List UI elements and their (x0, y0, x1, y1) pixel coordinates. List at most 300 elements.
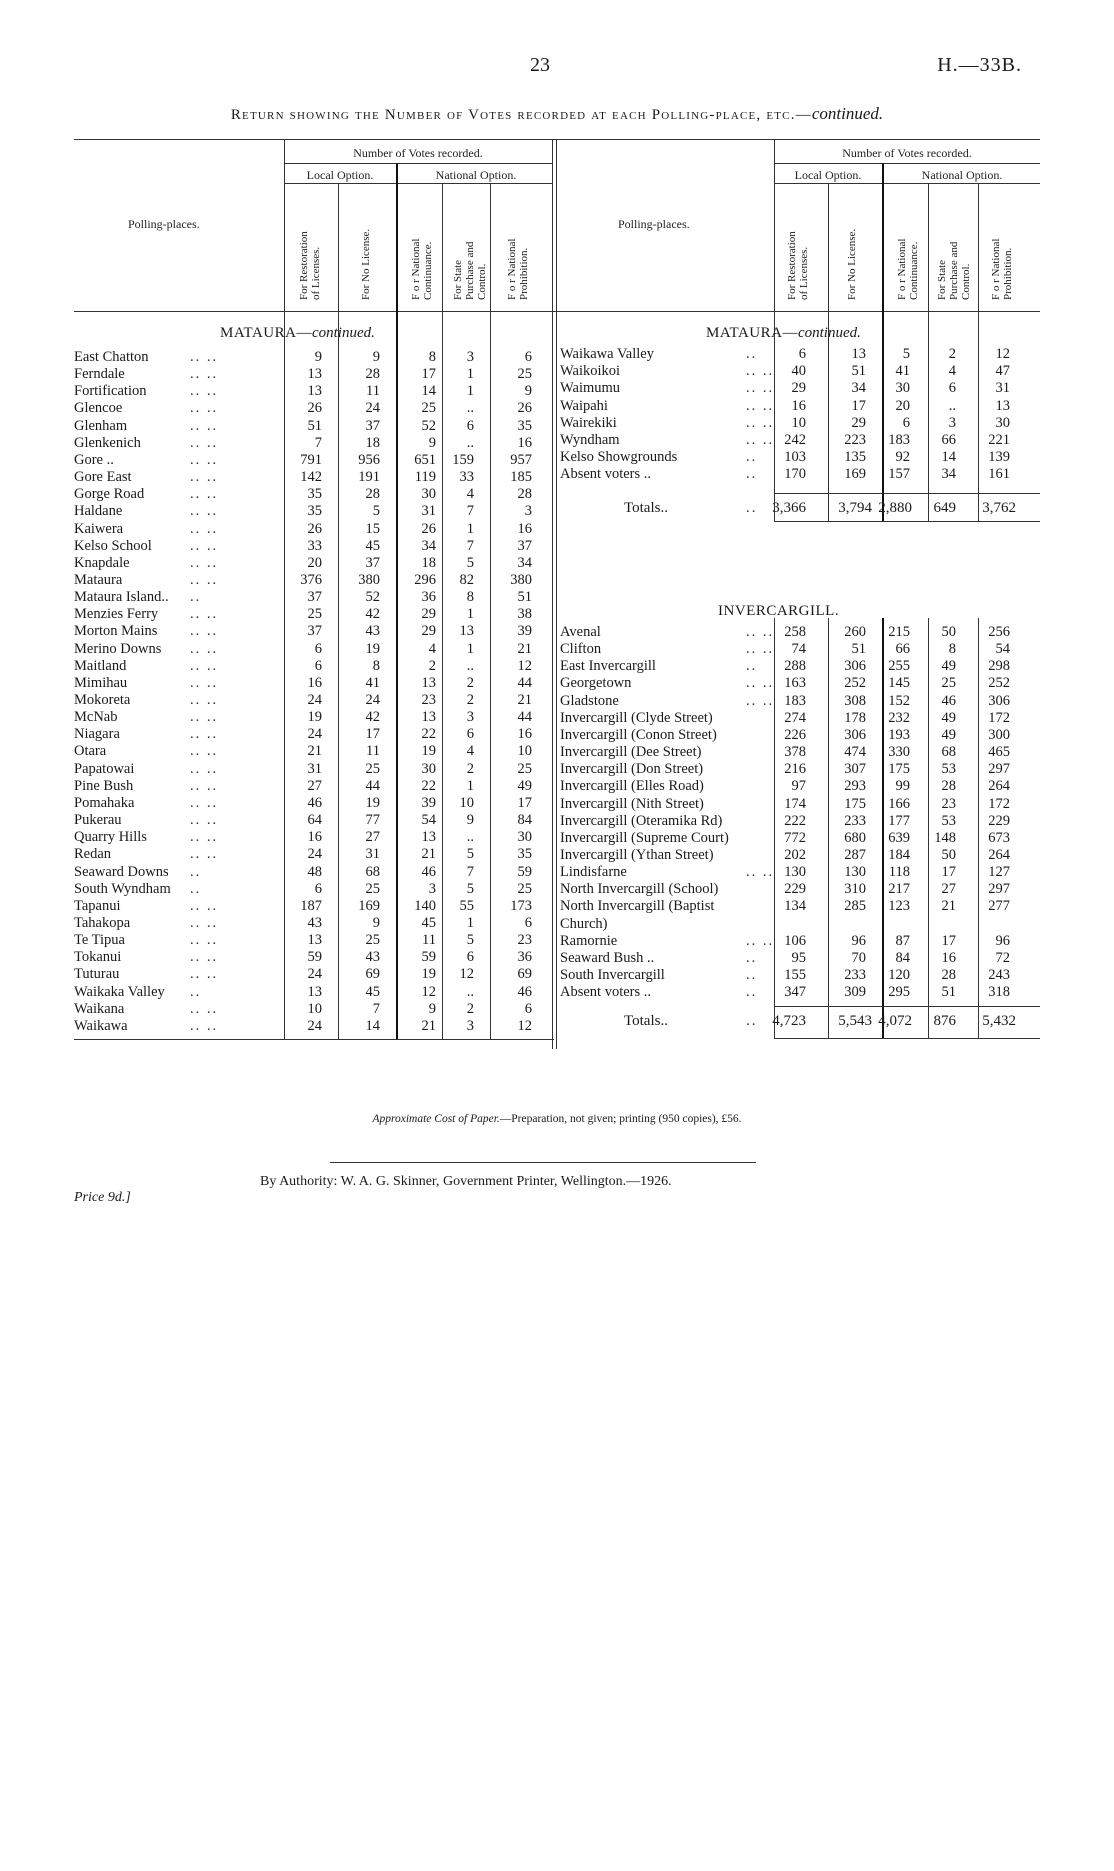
vote-count: 2 (466, 692, 474, 708)
vote-count: 465 (988, 744, 1010, 761)
vote-count: 233 (844, 812, 866, 829)
vote-count: 72 (995, 949, 1010, 966)
vote-count: 25 (517, 760, 532, 777)
vote-count: 4 (948, 363, 956, 380)
column-header-state-purchase: For State Purchase and Control. (452, 241, 488, 300)
vote-count: 308 (844, 692, 866, 709)
polling-place-name: Niagara (74, 726, 120, 743)
total-value: 2,880 (878, 500, 912, 516)
polling-place-name: Kelso Showgrounds (560, 449, 678, 466)
page-title (0, 104, 1114, 124)
vote-count: 27 (365, 829, 380, 846)
vote-count: 175 (844, 795, 866, 812)
vote-count: 51 (851, 363, 866, 380)
vote-count: 39 (517, 623, 532, 640)
table-row (560, 641, 1040, 658)
vote-count: 97 (791, 778, 806, 795)
vote-count: 6 (314, 880, 322, 897)
vote-count: 8 (428, 349, 436, 365)
leader-dots: .. .. (190, 743, 219, 760)
table-row (74, 641, 558, 658)
vote-count: 21 (307, 743, 322, 760)
vote-count: 130 (784, 864, 806, 881)
table-row (74, 726, 558, 743)
polling-place-name: Quarry Hills (74, 829, 147, 846)
vote-count: 2 (948, 346, 956, 362)
vote-count: 3 (948, 414, 956, 431)
vote-count: 11 (366, 743, 380, 760)
table-row (74, 1018, 558, 1035)
polling-place-name: East Invercargill (560, 658, 656, 675)
document-reference: H.—33B. (937, 54, 1022, 76)
leader-dots: .. (190, 880, 202, 897)
vote-count: 33 (459, 469, 474, 486)
vote-count: 16 (517, 520, 532, 537)
vote-count: 35 (517, 846, 532, 863)
title-main: Return showing the Number of Votes recorded at each Polling-place, etc.— (230, 107, 812, 123)
vote-count: 59 (517, 863, 532, 880)
table-row (74, 452, 558, 469)
leader-dots: .. .. (746, 641, 775, 658)
rule (74, 1039, 554, 1040)
polling-place-name: Pomahaka (74, 794, 135, 811)
column-header-no-license: For No License. (360, 228, 372, 300)
vote-count: 16 (941, 949, 956, 966)
leader-dots: .. .. (190, 451, 219, 468)
cost-footnote (0, 1113, 1114, 1125)
polling-place-name: Georgetown (560, 675, 632, 692)
vote-count: 19 (421, 966, 436, 983)
leader-dots: .. .. (746, 932, 775, 949)
vote-count: 48 (307, 863, 322, 880)
vote-count: 21 (517, 692, 532, 708)
leader-dots: .. .. (190, 623, 219, 640)
polling-place-name: Haldane (74, 503, 123, 520)
vote-count: 298 (988, 658, 1010, 675)
vote-count: 51 (851, 641, 866, 658)
polling-place-name: Tokanui (74, 949, 122, 966)
leader-dots: .. .. (190, 709, 219, 726)
leader-dots: .. .. (190, 914, 219, 931)
table-row (74, 538, 558, 555)
table-row (560, 967, 1040, 984)
vote-count: 19 (307, 709, 322, 726)
total-value: 4,723 (772, 1013, 806, 1029)
vote-count: 217 (888, 881, 910, 898)
vote-count: 45 (365, 983, 380, 1000)
vote-count: 242 (784, 432, 806, 448)
cost-text: —Preparation, not given; printing (950 copies), £56. (499, 1113, 742, 1125)
vote-count: 260 (844, 624, 866, 640)
table-row (74, 366, 558, 383)
leader-dots: .. .. (190, 400, 219, 417)
table-row (560, 933, 1040, 950)
vote-count: 49 (517, 777, 532, 794)
vote-count: 106 (784, 932, 806, 949)
totals-label: Totals.. (624, 500, 668, 516)
table-row (74, 1001, 558, 1018)
leader-dots: .. .. (190, 932, 219, 949)
vote-count: 20 (307, 554, 322, 571)
vote-count: 297 (988, 881, 1010, 898)
vote-count: 22 (421, 726, 436, 743)
page-number: 23 (530, 54, 550, 76)
leader-dots: .. .. (190, 949, 219, 966)
polling-place-name: Otara (74, 743, 107, 760)
leader-dots: .. (746, 500, 758, 516)
header-local-option: Local Option. (794, 168, 862, 182)
leader-dots: .. (746, 984, 758, 1001)
vote-count: 13 (307, 932, 322, 949)
polling-place-name: Invercargill (Clyde Street) (560, 709, 713, 726)
vote-count: 12 (421, 983, 436, 1000)
vote-count: 46 (941, 692, 956, 709)
vote-count: 35 (307, 486, 322, 503)
polling-place-name: Invercargill (Don Street) (560, 761, 704, 778)
vote-count: 25 (365, 760, 380, 777)
vote-count: 23 (517, 932, 532, 949)
vote-count: 66 (895, 641, 910, 658)
vote-count: 347 (784, 984, 806, 1001)
vote-count: 6 (524, 914, 532, 931)
region-heading-mataura (220, 325, 375, 342)
vote-count: 95 (791, 949, 806, 966)
polling-place-name: East Chatton (74, 349, 149, 365)
vote-count: 45 (421, 914, 436, 931)
vote-count: 226 (784, 726, 806, 743)
vote-count: 36 (517, 949, 532, 966)
leader-dots: .. .. (190, 794, 219, 811)
rule (774, 163, 1040, 164)
vote-count: 19 (421, 743, 436, 760)
table-row (560, 796, 1040, 813)
table-row (74, 589, 558, 606)
table-row (74, 383, 558, 400)
header-number-of-votes: Number of Votes recorded. (353, 146, 483, 160)
table-row (74, 503, 558, 520)
rule (284, 163, 552, 164)
vote-count: 161 (988, 466, 1010, 483)
polling-place-name: Te Tipua (74, 932, 125, 949)
vote-count: 13 (307, 383, 322, 400)
polling-place-name: Kaiwera (74, 520, 124, 537)
polling-place-name: Glencoe (74, 400, 123, 417)
vote-count: 318 (988, 984, 1010, 1001)
vote-count: 30 (895, 380, 910, 397)
vote-count: 37 (365, 554, 380, 571)
vote-count: 295 (888, 984, 910, 1001)
table-row (560, 778, 1040, 795)
vote-count: 1 (466, 366, 474, 383)
leader-dots: .. (190, 983, 202, 1000)
region-heading-mataura (706, 325, 861, 342)
vote-count: 24 (365, 692, 380, 708)
vote-count: 13 (421, 829, 436, 846)
polling-place-name: Seaward Downs (74, 863, 169, 880)
vote-count: 6 (466, 417, 474, 434)
vote-count: 264 (988, 778, 1010, 795)
table-row (560, 710, 1040, 727)
vote-count: 16 (517, 434, 532, 451)
vote-count: 135 (844, 449, 866, 466)
polling-place-name: North Invercargill (School) (560, 881, 719, 898)
vote-count: 23 (941, 795, 956, 812)
vote-count: .. (466, 829, 474, 846)
leader-dots: .. (190, 589, 202, 606)
totals-rule (774, 1038, 1040, 1039)
vote-count: 25 (365, 880, 380, 897)
polling-place-name: Waimumu (560, 380, 621, 397)
vote-count: 1 (466, 383, 474, 400)
vote-count: 185 (510, 469, 532, 486)
vote-count: 123 (888, 898, 910, 915)
column-header-restoration: For Restoration of Licenses. (298, 231, 322, 300)
vote-count: 4 (428, 640, 436, 657)
vote-count: 791 (300, 451, 322, 468)
vote-count: 43 (365, 949, 380, 966)
vote-count: 5 (902, 346, 910, 362)
polling-place-name: McNab (74, 709, 118, 726)
table-row (560, 658, 1040, 675)
leader-dots: .. .. (190, 606, 219, 623)
vote-count: 36 (421, 589, 436, 606)
vote-count: 297 (988, 761, 1010, 778)
vote-count: 24 (307, 846, 322, 863)
vote-count: 59 (307, 949, 322, 966)
table-row (560, 830, 1040, 847)
vote-count: 252 (988, 675, 1010, 692)
vote-count: 25 (517, 880, 532, 897)
vote-count: 288 (784, 658, 806, 675)
total-value: 876 (933, 1013, 956, 1029)
vote-count: 223 (844, 432, 866, 448)
vote-count: 52 (421, 417, 436, 434)
vote-count: 25 (421, 400, 436, 417)
vote-count: 177 (888, 812, 910, 829)
leader-dots: .. (746, 658, 758, 675)
vote-count: .. (466, 400, 474, 417)
vote-count: 222 (784, 812, 806, 829)
vote-count: 66 (941, 432, 956, 448)
rule (774, 183, 1040, 184)
vote-count: 166 (888, 795, 910, 812)
leader-dots: .. .. (190, 726, 219, 743)
leader-dots: .. .. (746, 380, 775, 397)
column-header-national-continuance: F o r National Continuance. (410, 238, 434, 300)
vote-count: 170 (784, 466, 806, 483)
polling-place-name: Ramornie (560, 932, 618, 949)
column-header-state-purchase: For State Purchase and Control. (936, 241, 972, 300)
vote-count: 3 (466, 1017, 474, 1034)
leader-dots: .. .. (190, 674, 219, 691)
totals-row (560, 500, 1040, 517)
vote-count: 29 (421, 606, 436, 623)
polling-place-name: Invercargill (Nith Street) (560, 795, 704, 812)
region-heading-invercargill: INVERCARGILL. (718, 603, 840, 619)
vote-count: 19 (365, 640, 380, 657)
vote-count: 380 (358, 571, 380, 588)
leader-dots: .. .. (746, 675, 775, 692)
polling-place-name: Glenham (74, 417, 128, 434)
header-number-of-votes: Number of Votes recorded. (842, 146, 972, 160)
vote-count: 28 (365, 486, 380, 503)
table-row (560, 449, 1040, 466)
vote-count: 6 (314, 640, 322, 657)
polling-place-name: Mataura Island.. (74, 589, 169, 606)
polling-place-name: South Wyndham (74, 880, 171, 897)
vote-count: 64 (307, 812, 322, 829)
vote-count: 21 (941, 898, 956, 915)
table-row (74, 606, 558, 623)
vote-count: 216 (784, 761, 806, 778)
polling-place-name: Pukerau (74, 812, 122, 829)
leader-dots: .. .. (190, 692, 219, 708)
vote-count: 50 (941, 624, 956, 640)
polling-place-name: Maitland (74, 657, 127, 674)
region-name: MATAURA— (220, 325, 312, 341)
vote-count: 8 (948, 641, 956, 658)
vote-count: 54 (995, 641, 1010, 658)
table-row (74, 915, 558, 932)
total-value: 5,432 (982, 1013, 1016, 1029)
total-value: 3,366 (772, 500, 806, 516)
vote-count: 49 (941, 658, 956, 675)
vote-count: 16 (307, 674, 322, 691)
leader-dots: .. .. (190, 1000, 219, 1017)
vote-count: 28 (941, 778, 956, 795)
vote-count: 7 (372, 1000, 380, 1017)
vote-count: 5 (372, 503, 380, 520)
leader-dots: .. .. (190, 486, 219, 503)
leader-dots: .. (746, 346, 758, 362)
vote-count: 285 (844, 898, 866, 915)
leader-dots: .. .. (190, 760, 219, 777)
vote-count: 17 (365, 726, 380, 743)
vote-count: 142 (300, 469, 322, 486)
vote-count: 24 (307, 726, 322, 743)
vote-count: 651 (414, 451, 436, 468)
vote-count: 6 (948, 380, 956, 397)
polling-place-name: Redan (74, 846, 112, 863)
vote-count: 3 (466, 349, 474, 365)
table-row (74, 761, 558, 778)
vote-count: 12 (517, 657, 532, 674)
vote-count: 41 (895, 363, 910, 380)
leader-dots: .. .. (190, 657, 219, 674)
vote-count: 30 (517, 829, 532, 846)
vote-count: 53 (941, 812, 956, 829)
vote-count: 7 (314, 434, 322, 451)
leader-dots: .. (746, 449, 758, 466)
vote-count: 119 (414, 469, 436, 486)
vote-count: 13 (421, 709, 436, 726)
vote-count: 378 (784, 744, 806, 761)
vote-count: .. (466, 983, 474, 1000)
table-row (560, 950, 1040, 967)
vote-count: 17 (851, 397, 866, 414)
leader-dots: .. .. (746, 432, 775, 448)
table-row (560, 916, 1040, 933)
vote-count: 20 (895, 397, 910, 414)
table-row (74, 555, 558, 572)
rule (556, 311, 1040, 312)
vote-count: 8 (372, 657, 380, 674)
vote-count: 2 (466, 1000, 474, 1017)
vote-count: 296 (414, 571, 436, 588)
vote-count: 25 (365, 932, 380, 949)
vote-count: 307 (844, 761, 866, 778)
vote-count: 639 (888, 829, 910, 846)
table-row (74, 881, 558, 898)
polling-place-name: Mataura (74, 571, 123, 588)
vote-count: 29 (851, 414, 866, 431)
vote-count: .. (948, 397, 956, 414)
leader-dots: .. .. (190, 812, 219, 829)
vote-count: 300 (988, 726, 1010, 743)
leader-dots: .. .. (190, 846, 219, 863)
vote-count: 14 (365, 1017, 380, 1034)
vote-count: 956 (358, 451, 380, 468)
vote-count: 145 (888, 675, 910, 692)
rule (74, 311, 558, 312)
vote-count: 680 (844, 829, 866, 846)
vote-count: .. (466, 657, 474, 674)
vote-count: 26 (307, 400, 322, 417)
polling-place-name: Pine Bush (74, 777, 134, 794)
vote-count: 24 (365, 400, 380, 417)
vote-count: 148 (934, 829, 956, 846)
rule (556, 139, 1040, 140)
vote-count: 37 (307, 589, 322, 606)
table-row (560, 761, 1040, 778)
vote-count: 2 (466, 760, 474, 777)
region-continued: continued. (797, 325, 861, 341)
leader-dots: .. .. (190, 897, 219, 914)
leader-dots: .. .. (746, 397, 775, 414)
polling-place-name: South Invercargill (560, 967, 665, 983)
vote-count: 2 (428, 657, 436, 674)
vote-count: 42 (365, 709, 380, 726)
header-national-option: National Option. (435, 168, 517, 182)
table-row (74, 400, 558, 417)
vote-count: 159 (452, 451, 474, 468)
polling-place-name: Tahakopa (74, 914, 131, 931)
polling-place-name: Morton Mains (74, 623, 158, 640)
vote-count: 1 (466, 606, 474, 623)
vote-count: 9 (372, 914, 380, 931)
vote-count: 17 (941, 864, 956, 881)
vote-count: 7 (466, 863, 474, 880)
vote-count: 193 (888, 726, 910, 743)
vote-count: 25 (307, 606, 322, 623)
vote-count: 169 (358, 897, 380, 914)
vote-count: 69 (517, 966, 532, 983)
vote-count: 13 (995, 397, 1010, 414)
vote-count: 6 (902, 414, 910, 431)
vote-count: 28 (941, 967, 956, 983)
vote-count: 26 (517, 400, 532, 417)
leader-dots: .. (746, 967, 758, 983)
vote-count: 29 (791, 380, 806, 397)
polling-place-name: Mimihau (74, 674, 128, 691)
vote-count: 21 (421, 1017, 436, 1034)
polling-place-name: Menzies Ferry (74, 606, 159, 623)
table-row (74, 469, 558, 486)
vote-count: 14 (941, 449, 956, 466)
vote-count: 103 (784, 449, 806, 466)
table-row (560, 847, 1040, 864)
leader-dots: .. (190, 863, 202, 880)
